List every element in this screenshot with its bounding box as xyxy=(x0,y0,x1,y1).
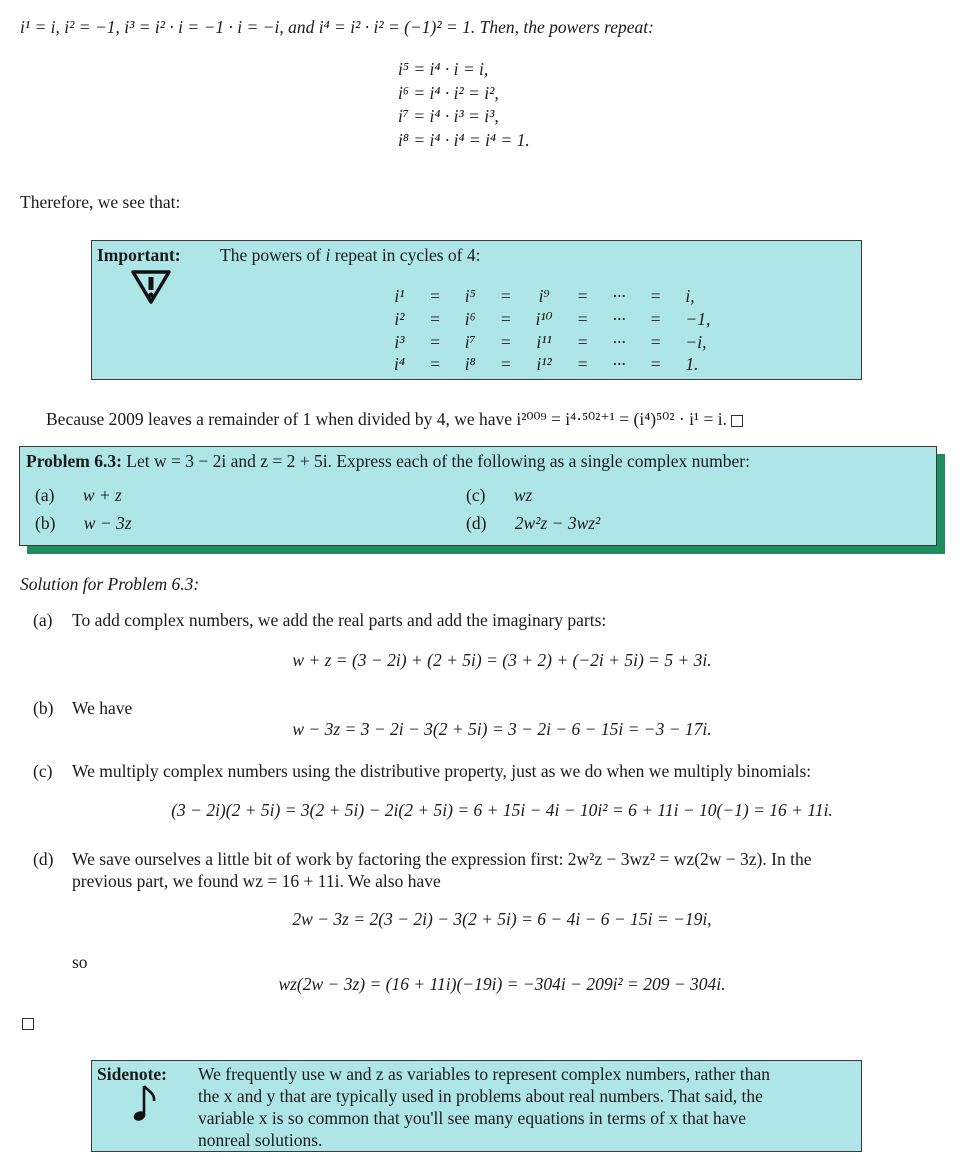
cycle-cell: = xyxy=(428,354,441,375)
cycle-cell: = xyxy=(499,331,512,352)
solution-so: so xyxy=(72,952,88,972)
cycle-cell: i⁹ xyxy=(538,286,550,306)
cycle-cell: i¹⁰ xyxy=(535,308,553,329)
important-box xyxy=(91,240,862,380)
important-text-var: i xyxy=(325,245,331,265)
cycle-cell: = xyxy=(649,354,662,375)
solution-d-text-2: previous part, we found wz = 16 + 11i. We also have xyxy=(72,871,441,891)
cycle-cell: = xyxy=(499,354,512,375)
solution-d-equation-2: wz(2w − 3z) = (16 + 11i)(−19i) = −304i − 209i² = 209 − 304i. xyxy=(278,974,726,994)
cycle-cell: = xyxy=(428,308,441,329)
cycle-cell: −i, xyxy=(685,331,707,352)
solution-a-tag: (a) xyxy=(33,610,53,630)
part-a-tag: (a) xyxy=(35,485,55,505)
cycle-cell: i² xyxy=(394,308,405,329)
equation-i5: i⁵ = i⁴ · i = i, xyxy=(398,59,489,79)
cycle-row xyxy=(382,331,722,354)
part-d-tag: (d) xyxy=(466,513,487,533)
important-text-pre: The powers of xyxy=(220,245,326,265)
therefore-text: Therefore, we see that: xyxy=(20,192,181,212)
solution-d-equation-1: 2w − 3z = 2(3 − 2i) − 3(2 + 5i) = 6 − 4i − 6 − 15i = −19i, xyxy=(292,909,712,929)
cycle-cell: = xyxy=(649,308,662,329)
cycle-cell: = xyxy=(428,286,441,306)
intro-line xyxy=(20,16,950,39)
sidenote-line-4: nonreal solutions. xyxy=(198,1130,323,1150)
cycle-cell: = xyxy=(576,308,589,329)
solution-a-equation: w + z = (3 − 2i) + (2 + 5i) = (3 + 2) + (−2i + 5i) = 5 + 3i. xyxy=(292,650,712,670)
solution-b-text: We have xyxy=(72,698,133,718)
end-proof-square-icon xyxy=(22,1018,34,1030)
sidenote-label: Sidenote: xyxy=(97,1064,167,1084)
part-d-expr: 2w²z − 3wz² xyxy=(514,513,601,533)
cycle-cell: = xyxy=(499,308,512,329)
solution-c-equation: (3 − 2i)(2 + 5i) = 3(2 + 5i) − 2i(2 + 5i) = 6 + 15i − 4i − 10i² = 6 + 11i − 10(−1) = 16 + 11i. xyxy=(171,800,833,820)
cycle-cell: i¹ xyxy=(394,286,405,306)
part-c xyxy=(466,484,532,507)
powers-equations xyxy=(398,58,698,152)
solution-b-equation: w − 3z = 3 − 2i − 3(2 + 5i) = 3 − 2i − 6 − 15i = −3 − 17i. xyxy=(292,719,712,739)
cycle-cell: = xyxy=(576,354,589,375)
warning-icon xyxy=(130,268,172,306)
cycle-cell: ··· xyxy=(612,286,626,306)
part-b-tag: (b) xyxy=(35,513,56,533)
cycle-cell: i⁷ xyxy=(464,331,476,352)
cycle-cell: i³ xyxy=(394,331,405,352)
cycle-cell: i¹² xyxy=(536,354,552,375)
part-b xyxy=(35,512,132,535)
cycle-cell: = xyxy=(649,331,662,352)
part-d xyxy=(466,512,600,535)
problem-statement xyxy=(26,450,931,473)
cycle-table xyxy=(382,285,722,376)
part-c-expr: wz xyxy=(513,485,533,505)
solution-d-text-1: We save ourselves a little bit of work by factoring the expression first: 2w²z − 3wz² = wz(2w − 3z). In the xyxy=(72,849,812,869)
sidenote-box xyxy=(91,1060,862,1152)
cycle-row xyxy=(382,308,722,331)
intro-text: i¹ = i, i² = −1, i³ = i² · i = −1 · i = −i, and i⁴ = i² · i² = (−1)² = 1. Then, the powers repeat: xyxy=(20,17,654,37)
cycle-cell: −1, xyxy=(685,308,711,329)
equation-i8: i⁸ = i⁴ · i⁴ = i⁴ = 1. xyxy=(398,129,530,150)
problem-label: Problem 6.3: xyxy=(26,451,122,471)
cycle-cell: = xyxy=(576,286,589,306)
cycle-cell: 1. xyxy=(685,354,699,375)
cycle-cell: i¹¹ xyxy=(536,331,552,352)
music-note-icon xyxy=(130,1084,160,1124)
cycle-cell: i⁸ xyxy=(464,354,476,375)
cycle-row xyxy=(382,353,722,376)
solution-b-tag: (b) xyxy=(33,698,54,718)
cycle-row xyxy=(382,285,722,308)
cycle-cell: ··· xyxy=(612,308,626,329)
cycle-cell: i, xyxy=(685,286,695,306)
solution-c-text: We multiply complex numbers using the distributive property, just as we do when we multiply binomials: xyxy=(72,761,812,781)
equation-i6: i⁶ = i⁴ · i² = i², xyxy=(398,82,499,103)
qed-square-icon xyxy=(731,415,743,427)
solution-d-tag: (d) xyxy=(33,849,54,869)
important-text xyxy=(220,244,480,267)
cycle-cell: i⁵ xyxy=(464,286,476,306)
because-line xyxy=(46,408,946,431)
cycle-cell: = xyxy=(428,331,441,352)
solution-c-tag: (c) xyxy=(33,761,53,781)
sidenote-line-1: We frequently use w and z as variables to represent complex numbers, rather than xyxy=(198,1064,770,1084)
cycle-cell: ··· xyxy=(612,331,626,352)
cycle-cell: i⁴ xyxy=(394,354,405,375)
cycle-cell: i⁶ xyxy=(464,308,476,329)
sidenote-line-3: variable x is so common that you'll see many equations in terms of x that have xyxy=(198,1108,746,1128)
part-a-expr: w + z xyxy=(82,485,122,505)
cycle-cell: = xyxy=(576,331,589,352)
part-a xyxy=(35,484,122,507)
cycle-cell: = xyxy=(649,286,662,306)
solution-a-text: To add complex numbers, we add the real parts and add the imaginary parts: xyxy=(72,610,607,630)
problem-text: Let w = 3 − 2i and z = 2 + 5i. Express each of the following as a single complex number: xyxy=(126,451,750,471)
part-b-expr: w − 3z xyxy=(83,513,132,533)
part-c-tag: (c) xyxy=(466,485,486,505)
sidenote-text xyxy=(198,1063,858,1151)
cycle-cell: ··· xyxy=(612,354,626,375)
equation-i7: i⁷ = i⁴ · i³ = i³, xyxy=(398,106,499,126)
important-text-post: repeat in cycles of 4: xyxy=(330,245,481,265)
cycle-cell: = xyxy=(499,286,512,306)
sidenote-line-2: the x and y that are typically used in problems about real numbers. That said, the xyxy=(198,1086,763,1106)
solution-heading: Solution for Problem 6.3: xyxy=(20,574,200,594)
important-label: Important: xyxy=(97,245,181,265)
because-text: Because 2009 leaves a remainder of 1 when divided by 4, we have i²⁰⁰⁹ = i⁴·⁵⁰²⁺¹ = (i⁴)⁵⁰² · i¹ = i. xyxy=(46,409,728,429)
problem-box xyxy=(19,446,937,546)
